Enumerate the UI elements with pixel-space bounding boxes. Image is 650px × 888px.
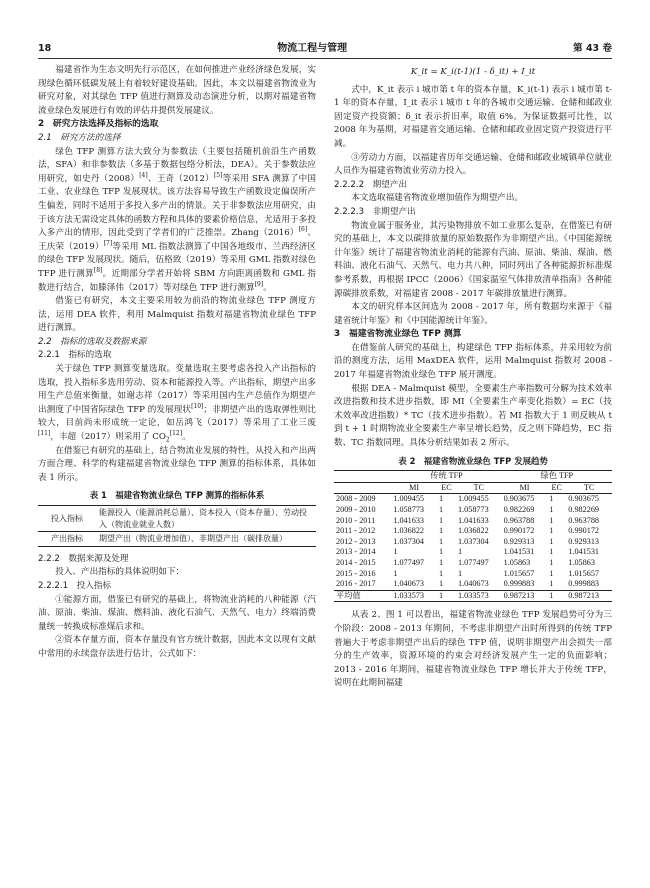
value-cell: 1 xyxy=(438,515,444,525)
header-rule xyxy=(38,58,612,59)
value-cell: 1.009455 xyxy=(457,494,489,504)
value-cell: 1.041633 xyxy=(457,515,489,525)
method-paragraph-2: 借鉴已有研究，本文主要采用较为前沿的物流业绿色 TFP 测度方法，运用 DEA 软件，利用 Malmquist 指数对福建省物流业绿色 TFP 进行测算。 xyxy=(38,296,316,334)
value-cell: 0.929313 xyxy=(503,536,535,546)
value-cell: 1.015657 xyxy=(503,568,535,578)
column-header: EC xyxy=(437,482,456,494)
value-cell: 1 xyxy=(393,547,398,557)
value-cell: 1 xyxy=(438,547,444,557)
period-cell: 2015 - 2016 xyxy=(336,568,376,578)
column-header: TC xyxy=(456,482,502,494)
value-cell: 1 xyxy=(549,579,554,589)
left-column xyxy=(38,64,316,662)
section-3-paragraph-2: 根据 DEA - Malmquist 模型，全要素生产率指数可分解为技术效率改进指数和技术进步指数，即 MI（全要素生产率变化指数）= EC（技术效率改进指数）* TC（技术进步指数）。若 MI 指数大于 1 则反映从 t 到 t + 1 时期物流业全要素生产率呈增长趋势，反之则下降趋势，EC 指数、TC 指数同理。具体分析结果如表 2 所示。 xyxy=(334,383,612,449)
value-cell: 1.077497 xyxy=(457,557,489,567)
table-row-average: 平均值 1.033573 1 1.033573 0.987213 1 0.987213 xyxy=(334,590,612,602)
citation: [7] xyxy=(103,239,113,247)
value-cell: 1 xyxy=(393,568,398,578)
subsection-heading-2-2-2-3: 2.2.2.3 非期望产出 xyxy=(334,206,416,217)
value-cell: 1 xyxy=(549,526,554,536)
period-cell: 2010 - 2011 xyxy=(336,515,376,525)
value-cell: 1.058773 xyxy=(457,505,489,514)
value-cell: 1 xyxy=(549,505,554,514)
value-cell: 1 xyxy=(549,515,554,525)
table-2-caption: 表 2 福建省物流业绿色 TFP 发展趋势 xyxy=(398,455,548,466)
value-cell: 1 xyxy=(438,526,444,536)
value-cell: 1.037304 xyxy=(457,536,489,546)
value-cell: 0.903675 xyxy=(568,494,599,504)
column-header: EC xyxy=(547,482,566,494)
value-cell: 1.077497 xyxy=(393,557,425,567)
table-row xyxy=(334,526,612,537)
value-cell: 1.037304 xyxy=(393,536,425,546)
column-header: MI xyxy=(502,482,548,494)
undesired-output-paragraph: 物流业属于服务业，其污染物排放不如工业那么复杂，在借鉴已有研究的基础上，本文以碳排放量的原始数据作为非期望产出。《中国能源统计年鉴》统计了福建省物流业消耗的能源有汽油、原油、柴油、煤油、燃料油、液化石油气、天然气、电力共八种，同时列出了各种能源折标准煤参考系数，再根据 IPCC（2006）《国家温室气体排放清单指南》各种能源碳排放系数，对福建省 2008 - 2017 年碳排放量进行测算。 xyxy=(334,220,612,299)
indicator-paragraph-2: 在借鉴已有研究的基础上，结合物流业发展的特性，从投入和产出两方面合理、科学的构建福建省物流业绿色 TFP 测算的指标体系，具体如表 1 所示。 xyxy=(38,445,316,483)
table-row xyxy=(334,537,612,548)
subsection-heading-2-2-1: 2.2.1 指标的选取 xyxy=(38,350,112,361)
indicator-paragraph: 关于绿色 TFP 测算变量选取。变量选取主要考虑各投入产出指标的选取，投入指标多选用劳动、资本和能源投入等。产出指标，期望产出多用生产总值来衡量，如谢志祥（2017）等采用国内生产总值作为期望产出测度了中国省际绿色 TFP 的发展现状[10]；非期望产出的选取弹性则比较大，目前尚未形成统一定论，如岳鸿飞（2017）等采用了工业三废[11]，丰超（2017）则采用了 $CO_2[12]$。 xyxy=(38,364,316,444)
value-cell: 0.990172 xyxy=(568,526,599,536)
period-cell: 2013 - 2014 xyxy=(336,547,376,557)
value-cell: 1 xyxy=(549,547,554,557)
journal-title: 物流工程与管理 xyxy=(277,43,348,55)
method-paragraph: 绿色 TFP 测算方法大致分为参数法（主要包括随机前沿生产函数法，SFA）和非参数法（多基于数据包络分析法，DEA）。关于参数法应用研究，如史丹（2008）[4]、王奇（2012）[5]等采用 SFA 测算了中国工业、农业绿色 TFP 发展现状。该方法容易导致生产函数设定偏误所产生偏差，同时不适用于多投入多产出的情景。关于非参数法应用研究，由于该方法无需设定具体的函数方程和具体的要素价格信息，尤适用于多投入多产出的情形，因此受到了学者们的广泛推崇。Zhang（2016）[6]、王庆荣（2019）[7]等采用 ML 指数法测算了中国各地级市、兰西经济区的绿色 TFP 发展现状。随后，伍格致（2019）等采用 GML 指数对绿色 TFP 进行测算[8]。近期部分学者开始将 SBM 方向距离函数和 GML 指数进行结合，如滕泽伟（2017）等对绿色 TFP 进行测算[9]。 xyxy=(38,146,316,293)
desired-output-paragraph: 本文选取福建省物流业增加值作为期望产出。 xyxy=(351,193,524,204)
value-cell: 1.041531 xyxy=(503,547,535,557)
table-row: 产出指标 期望产出（物流业增加值）、非期望产出（碳排放量） xyxy=(38,532,316,547)
value-cell: 0.963788 xyxy=(568,515,599,525)
value-cell: 0.929313 xyxy=(568,536,599,546)
table-row xyxy=(334,558,612,569)
period-cell: 2014 - 2015 xyxy=(336,557,376,567)
value-cell: 1.009455 xyxy=(393,494,425,504)
intro-paragraph: 福建省作为生态文明先行示范区，在如何推进产业经济绿色发展，实现绿色循环低碳发展上有着较好建设基础。因此，本文以福建省物流业为研究对象，对其绿色 TFP 值进行测算及动态演进分析，以期对福建省物流业绿色发展进行有效的评估并提供发展建议。 xyxy=(38,65,316,116)
value-cell: 1.041531 xyxy=(568,547,599,557)
table-row xyxy=(334,505,612,516)
citation: [9] xyxy=(254,280,264,288)
citation: [8] xyxy=(93,267,103,275)
subsection-heading-2-2-2: 2.2.2 数据来源及处理 xyxy=(38,553,129,564)
value-cell: 1.05863 xyxy=(503,557,531,567)
value-cell: 1.058773 xyxy=(393,505,425,514)
period-cell: 2009 - 2010 xyxy=(336,505,376,514)
citation: [5] xyxy=(213,171,223,179)
value-cell: 0.999883 xyxy=(568,579,599,589)
running-header xyxy=(38,40,612,56)
value-cell: 1 xyxy=(457,547,463,557)
page-number: 18 xyxy=(38,43,52,55)
column-header: MI xyxy=(391,482,437,494)
subsection-heading-2-2-2-1: 2.2.2.1 投入指标 xyxy=(38,580,112,591)
value-cell: 1 xyxy=(457,568,463,578)
value-cell: 0.982269 xyxy=(503,505,535,514)
citation: [6] xyxy=(298,226,308,234)
column-header: TC xyxy=(566,482,612,494)
value-cell: 0.963788 xyxy=(503,515,535,525)
group-header-traditional: 传统 TFP xyxy=(391,471,501,483)
section-3-paragraph-1: 在借鉴前人研究的基础上，构建绿色 TFP 指标体系，并采用较为前沿的测度方法，运用 MaxDEA 软件，运用 Malmquist 指数对 2008 - 2017 年福建省物流业绿色 TFP 展开测度。 xyxy=(334,342,612,381)
volume-label: 第 43 卷 xyxy=(573,43,612,55)
value-cell: 1.015657 xyxy=(568,568,599,578)
citation: [4] xyxy=(139,171,148,179)
section-heading-2: 2 研究方法选择及指标的选取 xyxy=(38,119,159,130)
analysis-paragraph: 从表 2、图 1 可以看出，福建省物流业绿色 TFP 发展趋势可分为三个阶段：2008 - 2013 年期间，不考虑非期望产出时所得到的传统 TFP 普遍大于考虑非期望产出后的绿色 TFP 值，说明非期望产出会损失一部分的生产效率，资源环境的约束会对经济发展产生一定的负面影响；2013 - 2016 年期间，福建省物流业绿色 TFP 增长并大于传统 TFP，说明在此期间福建 xyxy=(334,610,612,689)
value-cell: 1.040673 xyxy=(457,579,489,589)
value-cell: 0.999883 xyxy=(503,579,535,589)
value-cell: 1 xyxy=(549,494,554,504)
table-row xyxy=(334,569,612,580)
value-cell: 1 xyxy=(549,536,554,546)
table-row xyxy=(334,579,612,590)
value-cell: 0.903675 xyxy=(503,494,535,504)
table-1-caption: 表 1 福建省物流业绿色 TFP 测算的指标体系 xyxy=(89,490,265,501)
period-cell: 2012 - 2013 xyxy=(336,536,376,546)
table-2 xyxy=(334,470,612,602)
table-row: 投入指标 能源投入（能源消耗总量）、资本投入（资本存量）、劳动投入（物流业就业人数） xyxy=(51,508,307,529)
value-cell: 1 xyxy=(438,494,444,504)
group-header-green: 绿色 TFP xyxy=(502,471,612,483)
equation-explanation: 式中，K_it 表示 i 城市第 t 年的资本存量，K_i(t-1) 表示 i 城市第 t-1 年的资本存量，I_it 表示 i 城市 t 年的各城市交通运输、仓储和邮政业固定资产投资额；δ_it 表示折旧率，取值 6%。为保证数据可比性，以 2008 年为基期，对福建省交通运输、仓储和邮政业固定资产投资进行平减。 xyxy=(334,84,612,149)
value-cell: 1.036822 xyxy=(393,526,425,536)
citation: [12] xyxy=(169,430,183,438)
period-cell: 2008 - 2009 xyxy=(336,494,376,504)
capital-stock-equation: K_it = K_i(t-1)(1 - δ_it) + I_it xyxy=(410,67,536,77)
data-paragraph: 投入、产出指标的具体说明如下： xyxy=(55,567,185,578)
labor-paragraph: ③劳动力方面，以福建省历年交通运输、仓储和邮政业城镇单位就业人员作为福建省物流业劳动力投入。 xyxy=(334,152,612,177)
subsection-heading-2-2: 2.2 指标的选取及数据来源 xyxy=(38,336,147,347)
period-cell: 2011 - 2012 xyxy=(336,526,376,536)
citation: [11] xyxy=(38,430,51,438)
value-cell: 1.036822 xyxy=(457,526,489,536)
table-1 xyxy=(38,505,316,547)
value-cell: 1.05863 xyxy=(568,557,595,567)
capital-paragraph: ②资本存量方面，资本存量没有官方统计数据，因此本文以现有文献中常用的永续盘存法进行估计，公式如下： xyxy=(38,635,316,659)
value-cell: 1 xyxy=(438,536,444,546)
section-heading-3: 3 福建省物流业绿色 TFP 测算 xyxy=(334,329,462,340)
citation: [10] xyxy=(191,402,204,410)
sample-paragraph: 本文的研究样本区间选为 2008 - 2017 年，所有数据均来源于《福建省统计年鉴》和《中国能源统计年鉴》。 xyxy=(334,302,612,326)
value-cell: 1 xyxy=(549,568,554,578)
value-cell: 1.040673 xyxy=(393,579,425,589)
value-cell: 0.982269 xyxy=(568,505,599,514)
subsection-heading-2-2-2-2: 2.2.2.2 期望产出 xyxy=(334,179,408,190)
table-row xyxy=(334,547,612,558)
subsection-heading-2-1: 2.1 研究方法的选择 xyxy=(38,132,121,143)
value-cell: 1 xyxy=(438,557,444,567)
value-cell: 1 xyxy=(438,505,444,514)
value-cell: 0.990172 xyxy=(503,526,535,536)
energy-paragraph: ①能源方面，借鉴已有研究的基础上，将物流业消耗的八种能源（汽油、原油、柴油、煤油、燃料油、液化石油气、天然气、电力）终端消费量统一转换成标准煤后求和。 xyxy=(38,594,316,632)
value-cell: 1 xyxy=(438,568,444,578)
period-cell: 2016 - 2017 xyxy=(336,579,376,589)
table-row xyxy=(334,494,612,505)
table-row xyxy=(334,516,612,527)
value-cell: 1 xyxy=(438,579,444,589)
right-column xyxy=(334,64,612,691)
value-cell: 1.041633 xyxy=(393,515,425,525)
value-cell: 1 xyxy=(549,557,554,567)
